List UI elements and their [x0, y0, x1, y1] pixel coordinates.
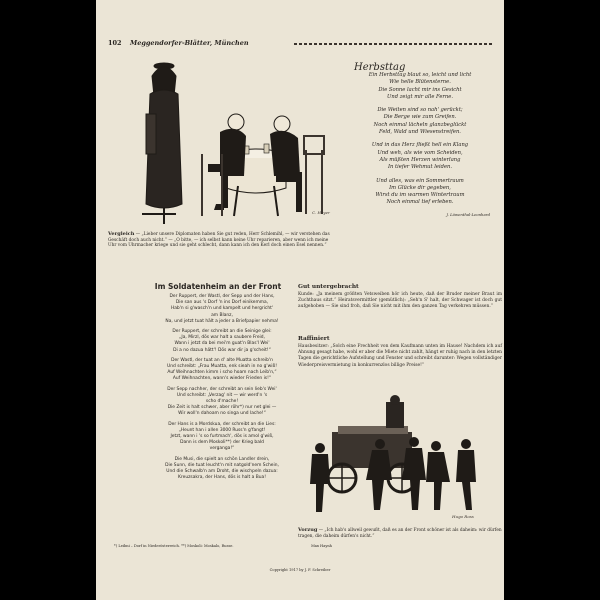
ballad-line: Dann is dem Moskoli**) der Krieg bald: [180, 440, 264, 446]
ballad-line: Der Sepp nachher, der schreibt an sein lieb's Wei': [167, 386, 277, 392]
ballad-line: Auf Weihnachten, wann's wieder Frieden is!“: [172, 376, 272, 382]
poem-line: Feld, Wald und Wiesenstreifen.: [379, 129, 461, 136]
poem-line: Wie helle Blütensterne.: [389, 79, 451, 86]
magazine-page: [96, 0, 504, 600]
page-number: 102: [108, 39, 122, 47]
ballad-line: Der Hans is a Mordskua, der schreibt an die Lies:: [168, 421, 276, 427]
ballad-footnote-text: *) Leibni – Dorf in Niederösterreich. **) Moskoli: Moskalo, Russe.: [114, 544, 234, 548]
cartoon2-signature: Hugo Ross: [452, 514, 474, 519]
joke1-title: Gut untergebracht: [298, 284, 359, 290]
joke2-title: Raffiniert: [298, 336, 330, 342]
ballad-line: Na, und jetzt tuat hält a jeder a Briefpapier nehma!: [165, 318, 279, 324]
poem-line: Die Weiten sind so nah' gerückt;: [377, 107, 463, 114]
ballad-title: Im Soldatenheim an der Front: [154, 282, 282, 291]
cartoon2-title: Vorzug: [298, 527, 318, 533]
poem-line: In tiefer Wehmut leiden.: [387, 164, 453, 171]
ballad-line: Der Ruppert, der Wastl, der Sepp und der Hans,: [169, 294, 275, 299]
ballad-footnote: [114, 544, 332, 549]
poem-line: Noch einmal lächeln glanzbeglückt: [373, 121, 467, 128]
copyright-notice: Copyright 1917 by J. F. Schreiber: [269, 568, 331, 572]
ballad-line: Der Ruppert, der schreibt an die Seinige glei:: [172, 329, 272, 335]
ballad-line: am Blanz,: [211, 312, 233, 318]
cartoon1-signature: C. Hoyer: [312, 210, 330, 215]
poem-title: Herbsttag: [354, 62, 406, 73]
cartoon1-caption: [108, 232, 338, 249]
ballad-line: Und die Schwalb'n am Droht, die wischpeln dazua:: [166, 469, 278, 475]
header-rule: [294, 43, 492, 45]
ballad-line: „Ja, Mirzl, dös war halt a saubere Freid,: [179, 335, 265, 341]
poem-line: Als müßten Herzen winterlang: [379, 156, 461, 163]
cartoon-diplomats-illustration: [136, 54, 340, 230]
poem-stanza: [340, 72, 500, 101]
ballad-line: Hab'n si g'wasch'n und kampelt und hergricht': [170, 306, 274, 312]
ballad-line: „Heunt han i allen 3000 Russ'n g'fangt!: [178, 427, 266, 433]
ballad-line: Die Musi, die spielt an schön Landler drein,: [174, 456, 270, 462]
poem-author: J. Löwenthal-Leonhard: [446, 211, 490, 217]
poem-line: Und weh, als wie vom Scheiden,: [377, 149, 463, 156]
magazine-title: Meggendorfer-Blätter, München: [130, 39, 249, 47]
poem-stanza: [340, 142, 500, 171]
page-header: [108, 36, 492, 50]
cartoon-soldiers-illustration: [302, 392, 498, 526]
poem-line: Wirst du im warmen Wintertraum: [375, 192, 465, 199]
poem-line: Die Sonne lacht mir ins Gesicht: [378, 86, 462, 93]
poem-line: Noch einmal tief erleben.: [386, 199, 454, 206]
ballad-line: Und schreibt: „Verzag' nit — wir werd'n 's: [176, 392, 268, 398]
ballad-line: Der Wastl, der tuat an d' alte Muatta schreib'n: [171, 357, 273, 363]
cartoon2-caption-text: — „Ich hab's allweil gewußt, daß es an der Front schöner ist als daheim: wir dürfen tragen, die daheim dürfen's nicht.“: [298, 528, 502, 539]
poem-line: Und zeigt mir alle Ferne.: [387, 93, 453, 100]
ballad-line: verganga!“: [209, 446, 235, 452]
poem-stanza: [340, 107, 500, 136]
cartoon2-caption: [298, 528, 502, 539]
ballad-line: Jetzt, wann i 's so furtmach', dös is amol g'wiß,: [170, 434, 274, 440]
ballad-line: scho d'mache!: [205, 399, 239, 405]
ballad-line: Auf Weihnachten kimm i scho hoam nach Leib'n,“: [167, 370, 277, 376]
poem-line: Im Glücke dir gegeben,: [389, 184, 451, 191]
ballad-line: Kreuzsakra, der Hans, dös is halt a Bua!: [178, 475, 266, 481]
ballad-line: Die Sunn, die tuat leucht'n mit natgold'nem Schein,: [165, 462, 279, 468]
poem-line: Ein Herbsttag blaut so, leicht und licht: [368, 72, 472, 78]
ballad-line: Wir woll'n dahoam no singa und lache!“: [178, 411, 266, 417]
poem-line: Die Berge wie zum Greifen.: [383, 114, 457, 121]
ballad-line: Und schreibt: „Frau Muatta, enk sieah in no g'wiß!: [167, 364, 277, 370]
ballad-author: Max Haynh: [311, 544, 332, 548]
joke2-text: Hausbesitzer: „Solch eine Frechheit von dem Kaufmann unten im Hause! Nachdem ich auf Ahnung gesagt habe, wohl er aber die Miete nicht zahlt, hängt er ruhig nach in den letzten Tagen die gerichtliche Aufstellung und Fenster und schreibt darunter: Wegen vollständiger Wiederpreisvermietung in konkurrenzlos billige Preise!“: [298, 344, 502, 368]
poem-stanza: [340, 178, 500, 207]
cartoon1-caption-text: — „Lieber unsere Diplomaten haben Sie gut reden, Herr Schlemihl, — wir verstehen das Geschäft doch auch nicht.“ — „O bitte, — ich selbst kann keine Uhr reparieren, aber wenn ich meine Uhr vom Uhrmacher kriege und sie geht schlecht, dann kann ich den Kerl doch einen Esel nennen.“: [108, 232, 330, 248]
joke1-text: Kunde: „Ja meinem größten Vetsweiben hör ich heute, daß der Bruder meiner Braut im Zuchthaus sitzt.“ Heiratsvermittler (gemütlich): „Seh'n S' halt, der Schwager ist doch gut aufgehoben — Sie sind froh, daß Sie nicht mit ihm den ganzen Tag verkehren müssen.“: [298, 292, 502, 310]
ballad-line: Die san aus 's Dorf 'n ins Dorf einikemma,: [175, 300, 269, 306]
poem-line: Und in das Herz fließt hell ein Klang: [371, 142, 469, 149]
poem-body: [340, 72, 500, 218]
ballad-line: Die Zeit is halt schwer, aber röhr*) nur net glei —: [167, 405, 277, 411]
poem-line: Und alles, was ein Sommertraum: [376, 177, 464, 184]
ballad-line: Wann i jetzt da bei mei'm guat'n Blas'l Wei': [174, 341, 270, 347]
cartoon1-title: Vergleich: [108, 231, 135, 237]
ballad-line: Di a no dazua hätt'! Dös war dir ja g'scheit!“: [173, 347, 271, 353]
